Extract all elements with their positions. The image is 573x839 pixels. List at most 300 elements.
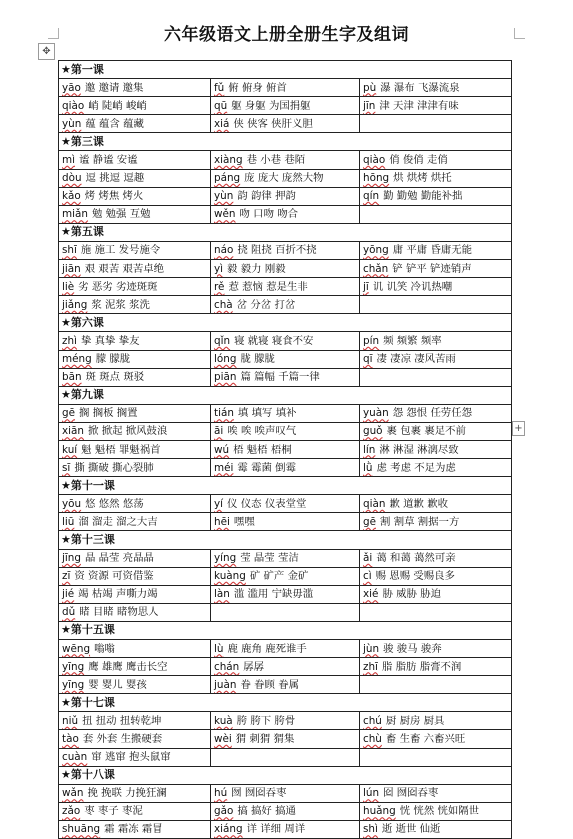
character-words-text: 仪 仪态 仪表堂堂 xyxy=(227,497,307,510)
character-words-text: 吻 口吻 吻合 xyxy=(239,208,299,221)
pinyin-text: zhì xyxy=(62,334,77,347)
lesson-heading-row xyxy=(59,314,512,332)
lesson-heading: ★第十七课 xyxy=(59,694,512,712)
word-cell xyxy=(59,440,211,458)
word-cell xyxy=(59,513,211,531)
word-cell xyxy=(211,585,360,603)
pinyin-text: yuàn xyxy=(363,407,389,420)
word-row xyxy=(59,260,512,278)
table-add-column-icon[interactable]: + xyxy=(512,421,525,436)
word-cell xyxy=(211,440,360,458)
word-cell xyxy=(360,585,512,603)
pinyin-text: liè xyxy=(62,280,75,293)
word-cell xyxy=(360,97,512,115)
word-cell xyxy=(360,350,512,368)
word-cell xyxy=(360,495,512,513)
word-cell xyxy=(360,802,512,820)
word-row xyxy=(59,549,512,567)
word-cell xyxy=(360,549,512,567)
character-words-text: 凄 凄凉 凄风苦雨 xyxy=(376,353,456,366)
word-cell xyxy=(211,495,360,513)
word-cell xyxy=(59,748,211,766)
word-cell xyxy=(59,368,211,386)
pinyin-text: lóng xyxy=(214,353,237,366)
lesson-heading: ★第十五课 xyxy=(59,621,512,639)
character-words-text: 滥 滥用 宁缺毋滥 xyxy=(233,588,314,601)
character-words-text: 巷 小巷 巷陌 xyxy=(246,154,306,167)
word-cell xyxy=(211,802,360,820)
pinyin-text: kuà xyxy=(214,714,233,727)
character-words-text: 霉 霉菌 倒霉 xyxy=(237,461,296,474)
character-words-text: 朦 朦胧 xyxy=(95,353,131,366)
character-words-text: 囫 囫囵吞枣 xyxy=(231,787,287,800)
character-words-text: 赐 恩赐 受赐良多 xyxy=(375,570,455,583)
pinyin-text: xiàng xyxy=(214,154,243,167)
word-cell xyxy=(360,658,512,676)
character-words-text: 嗡嗡 xyxy=(94,642,115,655)
word-cell xyxy=(360,241,512,259)
word-row xyxy=(59,585,512,603)
pinyin-text: zī xyxy=(62,570,71,583)
pinyin-text: kuí xyxy=(62,443,78,456)
pinyin-text: sī xyxy=(62,461,71,474)
character-words-text: 挚 真挚 挚友 xyxy=(80,334,140,347)
lesson-heading: ★第九课 xyxy=(59,386,512,404)
lesson-heading: ★第十三课 xyxy=(59,531,512,549)
lesson-heading-row xyxy=(59,477,512,495)
character-words-text: 婴 婴儿 婴孩 xyxy=(88,678,147,691)
pinyin-text: jùn xyxy=(363,642,380,655)
pinyin-text: kuàng xyxy=(214,570,246,583)
word-cell xyxy=(59,784,211,802)
lesson-heading: ★第三课 xyxy=(59,133,512,151)
word-row xyxy=(59,241,512,259)
character-words-text: 孱孱 xyxy=(243,660,265,673)
lesson-heading: ★第十八课 xyxy=(59,766,512,784)
word-row xyxy=(59,115,512,133)
character-words-text: 挽 挽联 力挽狂澜 xyxy=(87,787,167,800)
character-words-text: 浆 泥浆 浆洗 xyxy=(91,298,150,311)
word-cell xyxy=(211,205,360,223)
word-cell xyxy=(211,459,360,477)
pinyin-text: wǎn xyxy=(62,787,84,800)
word-row xyxy=(59,658,512,676)
word-cell xyxy=(360,603,512,621)
pinyin-text: jīng xyxy=(62,552,81,565)
word-cell xyxy=(360,676,512,694)
pinyin-text: shuāng xyxy=(62,823,101,836)
pinyin-text: bān xyxy=(62,371,82,384)
pinyin-text: chà xyxy=(214,298,233,311)
pinyin-text: qǐn xyxy=(214,334,231,347)
character-words-text: 魁 魁梧 罪魁祸首 xyxy=(81,443,161,456)
pinyin-text: yì xyxy=(214,262,224,275)
character-words-text: 岔 分岔 打岔 xyxy=(236,298,296,311)
pinyin-text: qiào xyxy=(363,154,386,167)
lesson-heading-row xyxy=(59,766,512,784)
word-row xyxy=(59,820,512,838)
word-cell xyxy=(59,115,211,133)
lesson-heading: ★第五课 xyxy=(59,223,512,241)
character-words-text: 猬 刺猬 猬集 xyxy=(235,733,295,746)
word-row xyxy=(59,567,512,585)
pinyin-text: qiào xyxy=(62,99,85,112)
pinyin-text: chǎn xyxy=(363,262,389,275)
character-words-text: 眷 眷顾 眷属 xyxy=(240,678,299,691)
character-words-text: 俏 俊俏 走俏 xyxy=(389,154,448,167)
word-cell xyxy=(59,676,211,694)
word-cell xyxy=(360,422,512,440)
pinyin-text: méi xyxy=(214,461,234,474)
character-words-text: 躯 身躯 为国捐躯 xyxy=(231,99,311,112)
pinyin-text: làn xyxy=(214,588,230,601)
word-cell xyxy=(211,187,360,205)
word-cell xyxy=(59,603,211,621)
word-cell xyxy=(59,549,211,567)
word-cell xyxy=(211,296,360,314)
pinyin-text: yōng xyxy=(363,244,389,257)
pinyin-text: lún xyxy=(363,787,380,800)
pinyin-text: gē xyxy=(62,407,75,420)
character-words-text: 蔼 和蔼 蔼然可亲 xyxy=(376,552,456,565)
character-words-text: 虑 考虑 不足为虑 xyxy=(376,461,456,474)
pinyin-text: jī xyxy=(363,280,369,293)
lesson-heading-row xyxy=(59,531,512,549)
character-words-text: 篇 篇幅 千篇一律 xyxy=(240,371,320,384)
pinyin-text: xiáng xyxy=(214,823,243,836)
word-cell xyxy=(211,820,360,838)
character-words-text: 斑 斑点 斑驳 xyxy=(85,371,145,384)
character-words-text: 艰 艰苦 艰苦卓绝 xyxy=(84,262,165,275)
character-words-text: 施 施工 发号施令 xyxy=(80,244,161,257)
word-row xyxy=(59,748,512,766)
word-cell xyxy=(211,151,360,169)
pinyin-text: yíng xyxy=(214,552,237,565)
vocabulary-table xyxy=(58,60,512,839)
word-cell xyxy=(211,712,360,730)
pinyin-text: yōu xyxy=(62,497,82,510)
character-words-text: 鹰 雄鹰 鹰击长空 xyxy=(88,660,168,673)
character-words-text: 胧 朦胧 xyxy=(240,353,275,366)
pinyin-text: tào xyxy=(62,733,79,746)
lesson-heading-row xyxy=(59,694,512,712)
word-cell xyxy=(59,187,211,205)
word-cell xyxy=(211,169,360,187)
word-cell xyxy=(211,350,360,368)
word-cell xyxy=(360,115,512,133)
word-row xyxy=(59,712,512,730)
word-cell xyxy=(59,278,211,296)
pinyin-text: jiǎng xyxy=(62,298,88,311)
pinyin-text: pù xyxy=(363,81,377,94)
pinyin-text: qín xyxy=(363,190,380,203)
word-row xyxy=(59,640,512,658)
character-words-text: 掀 掀起 掀风鼓浪 xyxy=(88,425,168,438)
word-cell xyxy=(211,658,360,676)
pinyin-text: wēng xyxy=(62,642,91,655)
character-words-text: 寝 就寝 寝食不安 xyxy=(234,334,314,347)
pinyin-text: xiān xyxy=(62,425,84,438)
word-cell xyxy=(360,784,512,802)
pinyin-text: zhī xyxy=(363,660,378,673)
character-words-text: 峭 陡峭 峻峭 xyxy=(88,99,147,112)
character-words-text: 劣 恶劣 劣迹斑斑 xyxy=(78,280,158,293)
pinyin-text: pín xyxy=(363,334,380,347)
document-title: 六年级语文上册全册生字及组词 xyxy=(164,25,409,45)
character-words-text: 勤 勤勉 勤能补拙 xyxy=(383,190,463,203)
character-words-text: 俯 俯身 俯首 xyxy=(228,81,287,94)
character-words-text: 霜 霜冻 霜冒 xyxy=(104,823,163,836)
word-row xyxy=(59,440,512,458)
pinyin-text: chù xyxy=(363,733,382,746)
word-row xyxy=(59,730,512,748)
character-words-text: 矿 矿产 金矿 xyxy=(249,570,309,583)
pinyin-text: náo xyxy=(214,244,234,257)
word-cell xyxy=(59,296,211,314)
word-cell xyxy=(360,459,512,477)
word-row xyxy=(59,784,512,802)
word-cell xyxy=(360,567,512,585)
pinyin-text: lǜ xyxy=(363,461,373,474)
lesson-heading: ★第六课 xyxy=(59,314,512,332)
word-cell xyxy=(211,79,360,97)
word-cell xyxy=(59,151,211,169)
pinyin-text: lù xyxy=(214,642,224,655)
character-words-text: 窜 逃窜 抱头鼠窜 xyxy=(91,751,171,764)
word-row xyxy=(59,97,512,115)
pinyin-text: shì xyxy=(363,823,378,836)
word-cell xyxy=(211,332,360,350)
word-cell xyxy=(360,440,512,458)
word-cell xyxy=(59,802,211,820)
lesson-heading: ★第一课 xyxy=(59,61,512,79)
word-cell xyxy=(360,712,512,730)
word-cell xyxy=(360,640,512,658)
character-words-text: 裹 包裹 裹足不前 xyxy=(386,425,466,438)
word-cell xyxy=(211,368,360,386)
pinyin-text: qiàn xyxy=(363,497,386,510)
word-row xyxy=(59,296,512,314)
character-words-text: 囵 囫囵吞枣 xyxy=(383,787,439,800)
character-words-text: 脂 脂肪 脂膏不润 xyxy=(381,660,462,673)
word-cell xyxy=(211,730,360,748)
character-words-text: 庸 平庸 昏庸无能 xyxy=(392,244,473,257)
word-cell xyxy=(360,730,512,748)
pinyin-text: ǎi xyxy=(363,552,373,565)
character-words-text: 畜 生畜 六畜兴旺 xyxy=(385,733,466,746)
word-cell xyxy=(360,79,512,97)
word-row xyxy=(59,513,512,531)
word-cell xyxy=(360,368,512,386)
character-words-text: 睹 目睹 睹物思人 xyxy=(79,606,159,619)
pinyin-text: páng xyxy=(214,172,241,185)
word-row xyxy=(59,676,512,694)
lesson-heading-row xyxy=(59,386,512,404)
pinyin-text: hēi xyxy=(214,515,230,528)
table-move-handle-icon[interactable]: ✥ xyxy=(38,43,55,60)
character-words-text: 详 详细 周详 xyxy=(246,823,306,836)
character-words-text: 鹿 鹿角 鹿死谁手 xyxy=(227,642,307,655)
pinyin-text: xié xyxy=(363,588,379,601)
pinyin-text: miǎn xyxy=(62,208,88,221)
word-cell xyxy=(360,820,512,838)
pinyin-text: piān xyxy=(214,371,237,384)
pinyin-text: xiá xyxy=(214,117,230,130)
word-cell xyxy=(360,205,512,223)
word-cell xyxy=(59,205,211,223)
character-words-text: 搞 搞好 搞通 xyxy=(237,805,296,818)
character-words-text: 淋 淋湿 淋漓尽致 xyxy=(379,443,459,456)
word-cell xyxy=(59,820,211,838)
lesson-heading-row xyxy=(59,133,512,151)
pinyin-text: rě xyxy=(214,280,225,293)
character-words-text: 嘿嘿 xyxy=(233,515,255,528)
pinyin-text: kǎo xyxy=(62,190,81,203)
character-words-text: 毅 毅力 刚毅 xyxy=(227,262,286,275)
character-words-text: 搁 搁板 搁置 xyxy=(79,407,138,420)
character-words-text: 韵 韵律 押韵 xyxy=(237,190,296,203)
word-row xyxy=(59,169,512,187)
word-cell xyxy=(211,549,360,567)
pinyin-text: niǔ xyxy=(62,714,79,727)
word-cell xyxy=(211,748,360,766)
word-cell xyxy=(59,658,211,676)
word-cell xyxy=(59,459,211,477)
pinyin-text: tián xyxy=(214,407,234,420)
character-words-text: 厨 厨房 厨具 xyxy=(385,714,445,727)
word-cell xyxy=(360,404,512,422)
pinyin-text: wèi xyxy=(214,733,232,746)
word-row xyxy=(59,459,512,477)
word-cell xyxy=(59,495,211,513)
character-words-text: 铲 铲平 铲迹销声 xyxy=(392,262,472,275)
character-words-text: 恍 恍然 恍如隔世 xyxy=(399,805,480,818)
pinyin-text: dǔ xyxy=(62,606,76,619)
pinyin-text: gē xyxy=(363,515,376,528)
word-cell xyxy=(360,513,512,531)
word-cell xyxy=(211,676,360,694)
word-cell xyxy=(211,603,360,621)
character-words-text: 谧 静谧 安谧 xyxy=(79,154,138,167)
character-words-text: 津 天津 津津有味 xyxy=(379,99,459,112)
character-words-text: 竭 枯竭 声嘶力竭 xyxy=(78,588,158,601)
character-words-text: 瀑 瀑布 飞瀑流泉 xyxy=(380,81,460,94)
character-words-text: 枣 枣子 枣泥 xyxy=(84,805,143,818)
lesson-heading-row xyxy=(59,223,512,241)
pinyin-text: wú xyxy=(214,443,230,456)
word-cell xyxy=(360,278,512,296)
character-words-text: 惹 惹恼 惹是生非 xyxy=(228,280,308,293)
character-words-text: 唉 唉 唉声叹气 xyxy=(227,425,297,438)
pinyin-text: dòu xyxy=(62,172,82,185)
character-words-text: 填 填写 填补 xyxy=(237,407,297,420)
pinyin-text: yīng xyxy=(62,678,85,691)
pinyin-text: yùn xyxy=(62,117,82,130)
character-words-text: 蕴 蕴含 蕴藏 xyxy=(85,117,144,130)
word-row xyxy=(59,79,512,97)
pinyin-text: hōng xyxy=(363,172,390,185)
pinyin-text: cì xyxy=(363,570,372,583)
word-row xyxy=(59,603,512,621)
word-row xyxy=(59,802,512,820)
word-cell xyxy=(211,404,360,422)
character-words-text: 勉 勉强 互勉 xyxy=(91,208,151,221)
word-cell xyxy=(59,350,211,368)
word-cell xyxy=(59,169,211,187)
pinyin-text: wěn xyxy=(214,208,236,221)
word-cell xyxy=(211,784,360,802)
word-row xyxy=(59,368,512,386)
word-cell xyxy=(360,748,512,766)
word-cell xyxy=(211,422,360,440)
word-cell xyxy=(59,422,211,440)
word-row xyxy=(59,205,512,223)
word-cell xyxy=(59,567,211,585)
character-words-text: 挠 阻挠 百折不挠 xyxy=(237,244,317,257)
pinyin-text: lín xyxy=(363,443,376,456)
character-words-text: 胁 威胁 胁迫 xyxy=(382,588,441,601)
pinyin-text: zǎo xyxy=(62,805,81,818)
word-row xyxy=(59,151,512,169)
character-words-text: 骏 骏马 骏奔 xyxy=(383,642,442,655)
pinyin-text: qī xyxy=(363,353,373,366)
word-cell xyxy=(360,169,512,187)
word-cell xyxy=(211,260,360,278)
character-words-text: 胯 胯下 胯骨 xyxy=(236,714,296,727)
pinyin-text: jīn xyxy=(363,99,376,112)
pinyin-text: juàn xyxy=(214,678,237,691)
word-cell xyxy=(360,296,512,314)
character-words-text: 资 资源 可资借鉴 xyxy=(74,570,154,583)
character-words-text: 悠 悠然 悠荡 xyxy=(85,497,144,510)
character-words-text: 邀 邀请 邀集 xyxy=(84,81,144,94)
character-words-text: 怨 怨恨 任劳任怨 xyxy=(392,407,473,420)
word-cell xyxy=(59,241,211,259)
pinyin-text: yùn xyxy=(214,190,234,203)
pinyin-text: chú xyxy=(363,714,382,727)
word-row xyxy=(59,422,512,440)
word-cell xyxy=(59,260,211,278)
word-cell xyxy=(360,187,512,205)
word-cell xyxy=(360,332,512,350)
word-cell xyxy=(211,513,360,531)
character-words-text: 扭 扭动 扭转乾坤 xyxy=(82,714,162,727)
word-row xyxy=(59,187,512,205)
word-cell xyxy=(211,97,360,115)
word-cell xyxy=(59,404,211,422)
word-cell xyxy=(211,278,360,296)
word-cell xyxy=(59,79,211,97)
pinyin-text: āi xyxy=(214,425,224,438)
character-words-text: 侠 侠客 侠肝义胆 xyxy=(233,117,313,130)
pinyin-text: guǒ xyxy=(363,425,383,438)
pinyin-text: jié xyxy=(62,588,75,601)
vocabulary-table-body xyxy=(59,61,512,839)
word-cell xyxy=(59,97,211,115)
lesson-heading-row xyxy=(59,61,512,79)
word-row xyxy=(59,404,512,422)
lesson-heading-row xyxy=(59,621,512,639)
character-words-text: 逝 逝世 仙逝 xyxy=(381,823,441,836)
character-words-text: 讥 讥笑 冷讥热嘲 xyxy=(372,280,453,293)
pinyin-text: yīng xyxy=(62,660,85,673)
character-words-text: 套 外套 生搬硬套 xyxy=(82,733,163,746)
word-cell xyxy=(360,151,512,169)
character-words-text: 莹 晶莹 莹洁 xyxy=(240,552,299,565)
character-words-text: 歉 道歉 歉收 xyxy=(389,497,448,510)
word-cell xyxy=(211,241,360,259)
pinyin-text: liū xyxy=(62,515,75,528)
